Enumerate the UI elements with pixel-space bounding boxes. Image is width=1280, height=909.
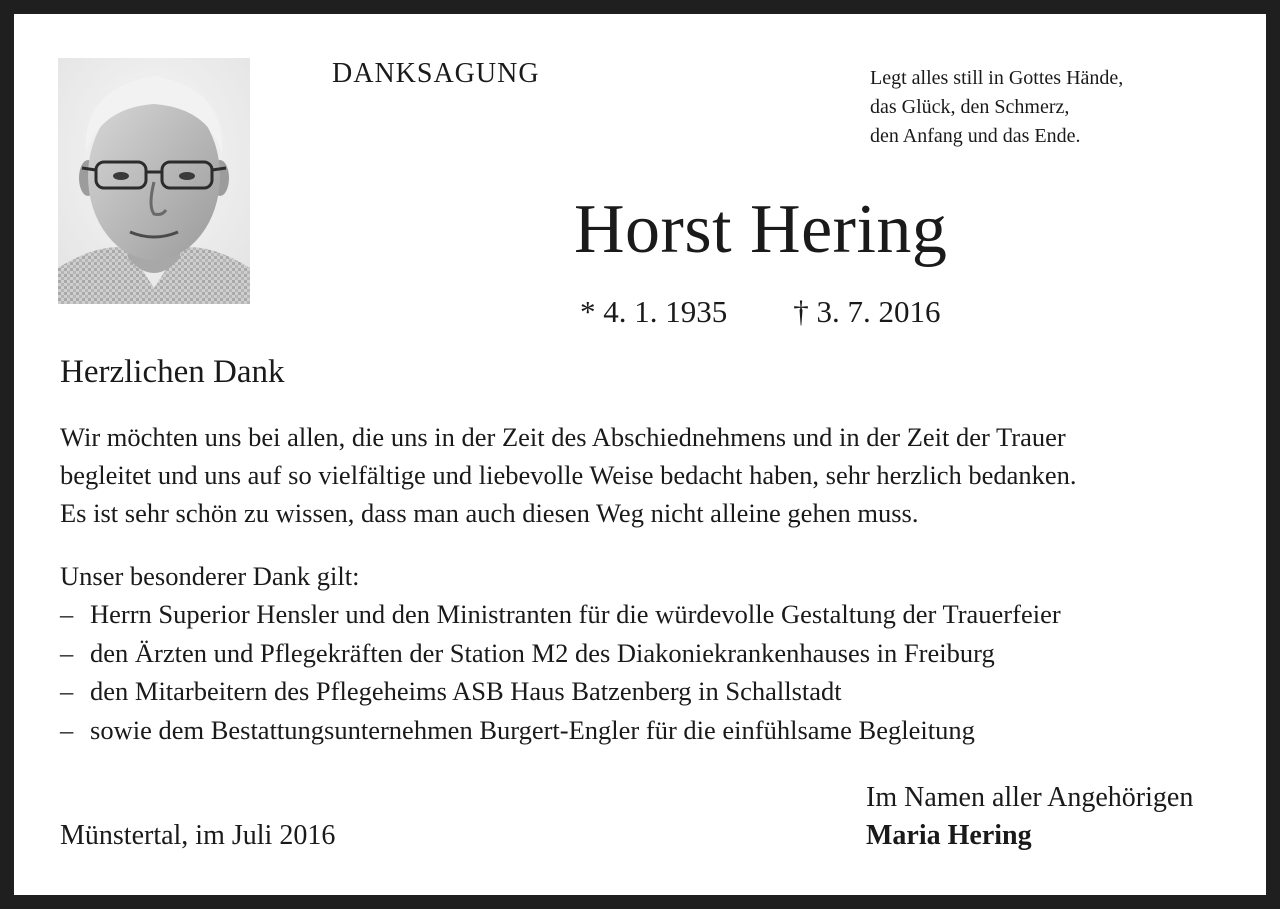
birth-date: * 4. 1. 1935 <box>580 294 728 329</box>
poem-line: den Anfang und das Ende. <box>870 125 1081 147</box>
dash-bullet: – <box>60 599 74 629</box>
list-item-text: sowie dem Bestattungsunternehmen Burgert-Engler für die einfühlsame Begleitung <box>90 714 975 745</box>
special-thanks-list <box>60 595 1061 749</box>
death-date: † 3. 7. 2016 <box>793 294 941 329</box>
deceased-name: Horst Hering <box>574 191 948 268</box>
list-item <box>60 711 1061 750</box>
dash-bullet: – <box>60 714 74 745</box>
dash-bullet: – <box>60 676 74 706</box>
paragraph-line: Es ist sehr schön zu wissen, dass man auch diesen Weg nicht alleine gehen muss. <box>60 498 919 528</box>
poem-line: das Glück, den Schmerz, <box>870 96 1070 118</box>
list-item <box>60 672 1061 711</box>
list-item-text: den Mitarbeitern des Pflegeheims ASB Haus Batzenberg in Schallstadt <box>90 676 842 706</box>
notice-heading: DANKSAGUNG <box>332 58 540 89</box>
special-thanks-intro: Unser besonderer Dank gilt: <box>60 561 360 591</box>
thanks-paragraph <box>60 418 1225 532</box>
paragraph-line: begleitet und uns auf so vielfältige und liebevolle Weise bedacht haben, sehr herzlich bedanken. <box>60 460 1077 490</box>
list-item-text: den Ärzten und Pflegekräften der Station M2 des Diakoniekrankenhauses in Freiburg <box>90 637 995 668</box>
paragraph-line: Wir möchten uns bei allen, die uns in der Zeit des Abschiednehmens und in der Zeit der Trauer <box>60 422 1066 452</box>
poem-line: Legt alles still in Gottes Hände, <box>870 67 1124 89</box>
place-and-date: Münstertal, im Juli 2016 <box>60 820 336 851</box>
poem-verse <box>870 64 1123 151</box>
life-dates <box>580 294 941 330</box>
obituary-notice <box>14 14 1266 895</box>
list-item-text: Herrn Superior Hensler und den Ministranten für die würdevolle Gestaltung der Trauerfeier <box>90 599 1061 629</box>
signature-name: Maria Hering <box>866 820 1032 851</box>
signoff-line: Im Namen aller Angehörigen <box>866 782 1194 813</box>
list-item <box>60 595 1061 634</box>
list-item <box>60 634 1061 673</box>
portrait-photo <box>58 58 250 304</box>
greeting-heading: Herzlichen Dank <box>60 354 285 390</box>
dash-bullet: – <box>60 637 74 668</box>
